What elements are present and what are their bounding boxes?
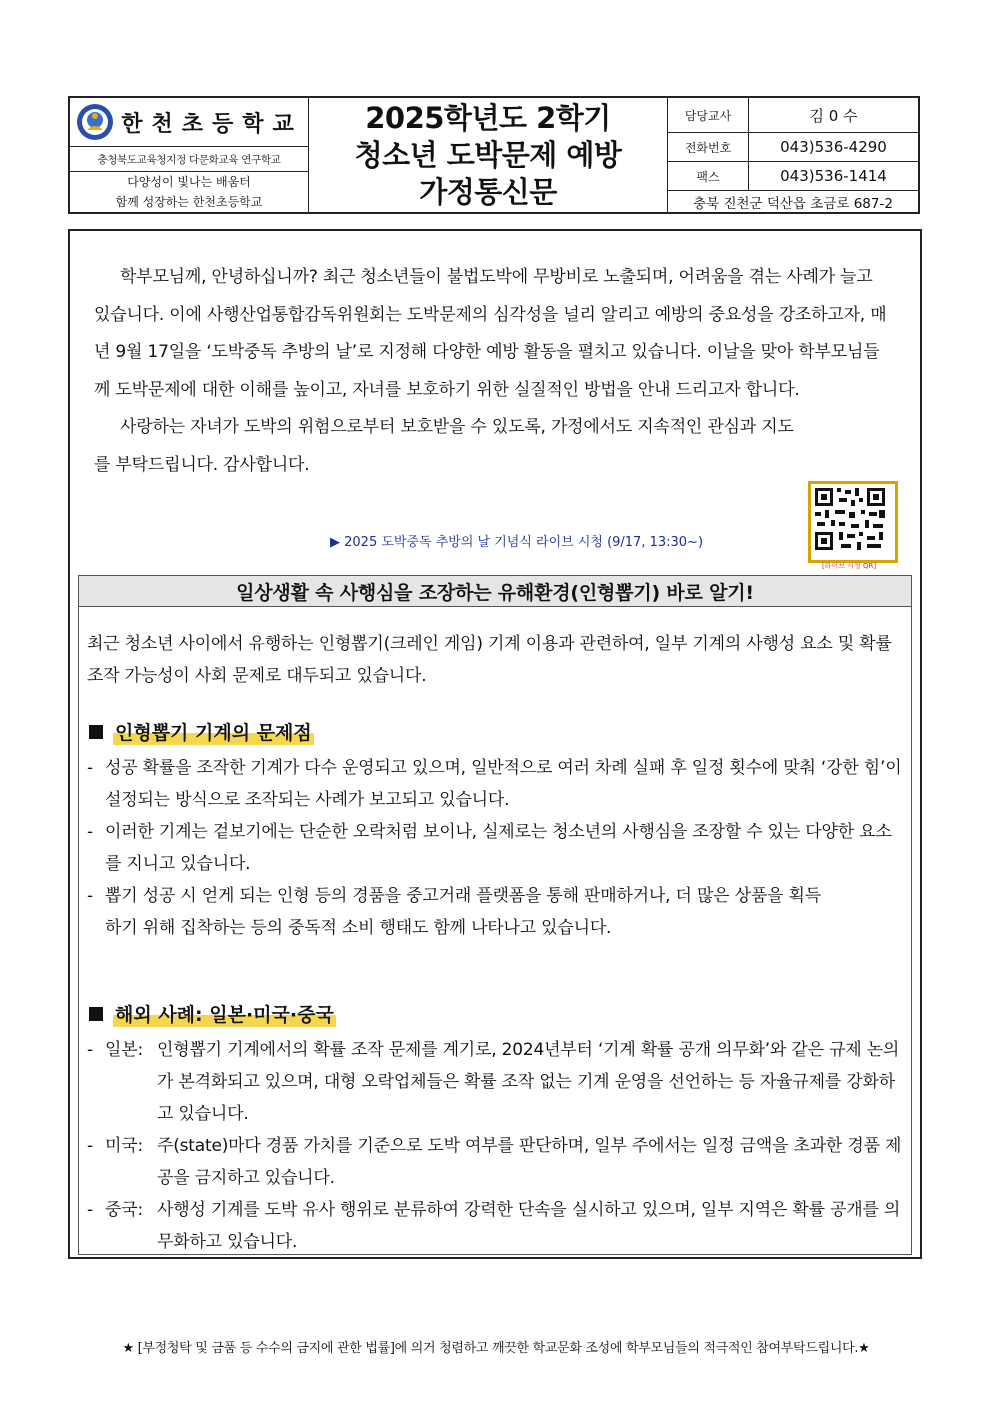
motto-line1: 다양성이 빛나는 배움터 [127,175,251,189]
list-item: - 성공 확률을 조작한 기계가 다수 운영되고 있으며, 일반적으로 여러 차례 실패 후 일정 횟수에 맞춰 ‘강한 힘’이 설정되는 방식으로 조작되는 사례가 보고되고 있습니다. [87,752,907,816]
info-section [78,575,912,1255]
teacher-value: 김 0 수 [809,106,858,125]
list-item: - 뽑기 성공 시 얻게 되는 인형 등의 경품을 중고거래 플랫폼을 통해 판매하거나, 더 많은 상품을 획득하기 위해 집착하는 등의 중독적 소비 행태도 함께 나타나고 있습니다. [87,880,907,944]
country-text: 주(state)마다 경품 가치를 기준으로 도박 여부를 판단하며, 일부 주에서는 일정 금액을 초과한 경품 제공을 금지하고 있습니다. [157,1136,902,1188]
problems-heading [89,718,314,745]
list-item [87,1130,907,1194]
content-box [68,229,922,1259]
motto-line2: 함께 성장하는 한천초등학교 [115,195,263,209]
problems-heading-text: 인형뽑기 기계의 문제점 [113,718,314,745]
section-lead: 최근 청소년 사이에서 유행하는 인형뽑기(크레인 게임) 기계 이용과 관련하여, 일부 기계의 사행성 요소 및 확률 조작 가능성이 사회 문제로 대두되고 있습니다. [87,634,892,686]
school-name: 한천초등학교 [121,111,303,137]
school-designation: 충청북도교육청지정 다문화교육 연구학교 [70,147,308,172]
intro-paragraph-1: 학부모님께, 안녕하십니까? 최근 청소년들이 불법도박에 무방비로 노출되며, 어려움을 겪는 사례가 늘고 있습니다. 이에 사행산업통합감독위원회는 도박문제의 심각성을 널리 알리고 예방의 중요성을 강조하고자, 매년 9월 17일을 ‘도박중독 추방의 날’로 지정해 다양한 예방 활동을 펼치고 있습니다. 이날을 맞아 학부모님들께 도박문제에 대한 이해를 높이고, 자녀를 보호하기 위한 실질적인 방법을 안내 드리고자 합니다. [94,267,887,400]
live-stream-link[interactable]: ▶ 2025 도박중독 추방의 날 기념식 라이브 시청 (9/17, 13:30~) [330,535,704,550]
title-line1: 2025학년도 2학기 [365,100,611,135]
qr-code-icon [811,484,889,554]
list-item [87,1034,907,1130]
intro-text [94,259,894,484]
teacher-row [668,98,918,133]
school-motto [70,172,308,212]
list-item [87,1194,907,1258]
title-line2: 청소년 도박문제 예방 [354,137,622,172]
country-text: 인형뽑기 기계에서의 확률 조작 문제를 계기로, 2024년부터 ‘기계 확률 공개 의무화’와 같은 규제 논의가 본격화되고 있으며, 대형 오락업체들은 확률 조작 없는 기계 운영을 선언하는 등 자율규제를 강화하고 있습니다. [157,1040,900,1124]
fax-label: 팩스 [668,162,749,190]
school-row [70,98,308,147]
phone-value: 043)536-4290 [780,138,887,156]
school-emblem-icon [75,102,115,142]
phone-row [668,133,918,162]
contact-info [668,98,918,212]
school-info [70,98,309,212]
address-row [668,191,918,212]
document-title [309,98,668,212]
footer-notice: ★ [부정청탁 및 금품 등 수수의 금지에 관한 법률]에 의거 청렴하고 깨끗한 학교문화 조성에 학부모님들의 적극적인 참여부탁드립니다.★ [122,1341,870,1356]
country-label: - 중국: [105,1200,143,1220]
intro-paragraph-2: 사랑하는 자녀가 도박의 위험으로부터 보호받을 수 있도록, 가정에서도 지속적인 관심과 지도를 부탁드립니다. 감사합니다. [94,417,794,475]
overseas-heading-text: 해외 사례: 일본·미국·중국 [113,1000,336,1027]
fax-value: 043)536-1414 [780,167,887,185]
square-bullet-icon [89,725,103,739]
country-label: - 일본: [105,1040,143,1060]
country-label: - 미국: [105,1136,143,1156]
overseas-list [87,1034,907,1258]
address: 충북 진천군 덕산읍 초금로 687-2 [693,195,893,212]
title-line3: 가정통신문 [419,174,557,209]
problems-list [87,752,907,944]
list-item: - 이러한 기계는 겉보기에는 단순한 오락처럼 보이나, 실제로는 청소년의 사행심을 조장할 수 있는 다양한 요소를 지니고 있습니다. [87,816,907,880]
section-title: 일상생활 속 사행심을 조장하는 유해환경(인형뽑기) 바로 알기! [79,576,911,607]
phone-label: 전화번호 [668,133,749,161]
teacher-label: 담당교사 [668,98,749,132]
overseas-heading [89,1000,336,1027]
square-bullet-icon [89,1007,103,1021]
fax-row [668,162,918,191]
header-table [68,96,920,214]
qr-code[interactable] [808,481,898,563]
country-text: 사행성 기계를 도박 유사 행위로 분류하여 강력한 단속을 실시하고 있으며, 일부 지역은 확률 공개를 의무화하고 있습니다. [157,1200,901,1252]
qr-caption: [라이브 시청 QR] [822,562,877,570]
